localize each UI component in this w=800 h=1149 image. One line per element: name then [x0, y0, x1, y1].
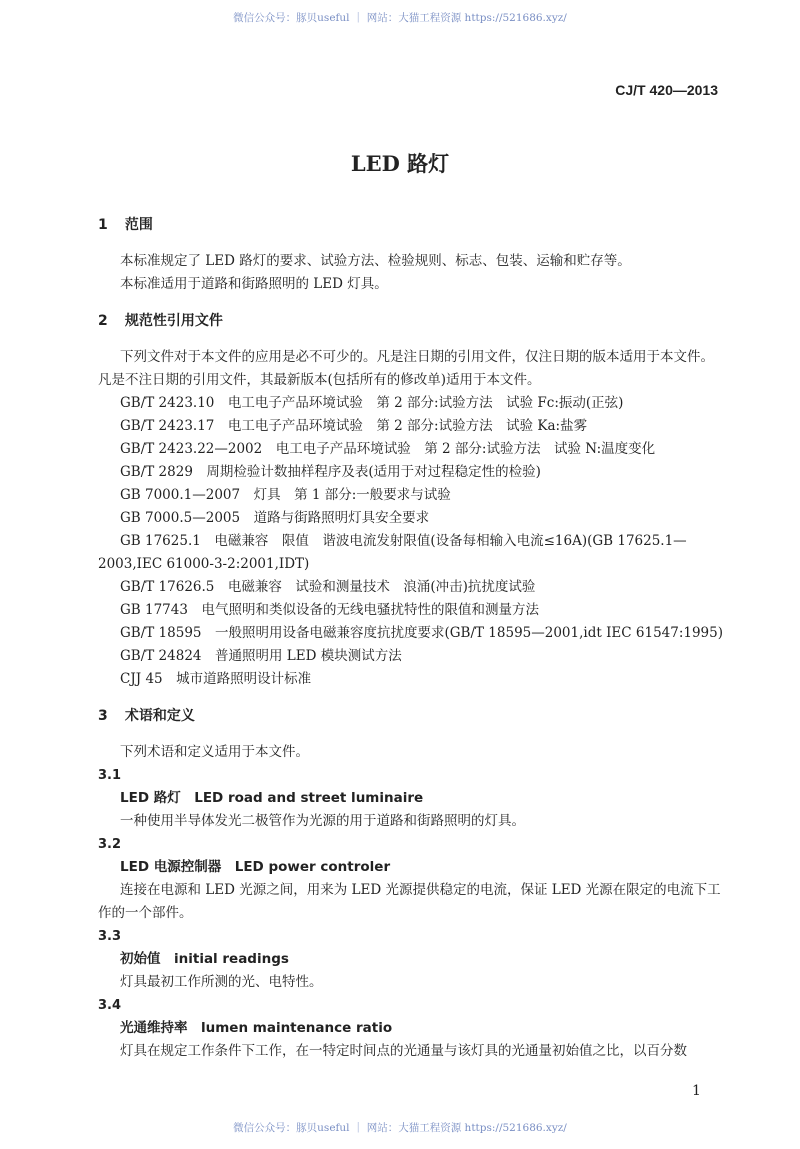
term-number: 3.4 [98, 998, 122, 1013]
section-title: 术语和定义 [124, 708, 195, 724]
reference-item: GB/T 2423.22—2002 电工电子产品环境试验 第 2 部分:试验方法 试验 N:温度变化 [120, 441, 656, 457]
section-number: 2 [98, 313, 108, 329]
section-number: 3 [98, 708, 108, 724]
paragraph: 本标准规定了 LED 路灯的要求、试验方法、检验规则、标志、包装、运输和贮存等。 [120, 253, 631, 269]
reference-item: GB/T 24824 普通照明用 LED 模块测试方法 [120, 648, 402, 664]
watermark-bottom: 微信公众号：豚贝useful ｜ 网站：大猫工程资源 https://521686.xyz/ [233, 1122, 567, 1134]
term-definition: 灯具最初工作所测的光、电特性。 [120, 974, 323, 990]
reference-item: GB/T 17626.5 电磁兼容 试验和测量技术 浪涌(冲击)抗扰度试验 [120, 579, 536, 595]
term-title: 初始值 initial readings [120, 951, 289, 967]
reference-item: GB/T 2423.17 电工电子产品环境试验 第 2 部分:试验方法 试验 Ka:盐雾 [120, 418, 588, 434]
term-definition: 连接在电源和 LED 光源之间，用来为 LED 光源提供稳定的电流，保证 LED 光源在限定的电流下工作的一个部件。 [98, 882, 721, 921]
page-title: LED 路灯 [350, 151, 450, 176]
reference-item: GB 7000.5—2005 道路与街路照明灯具安全要求 [120, 510, 430, 526]
paragraph: 下列文件对于本文件的应用是必不可少的。凡是注日期的引用文件，仅注日期的版本适用于本文件。凡是不注日期的引用文件，其最新版本(包括所有的修改单)适用于本文件。 [98, 349, 714, 388]
section-heading [98, 705, 723, 727]
reference-item: GB 17625.1 电磁兼容 限值 谐波电流发射限值(设备每相输入电流≤16A)(GB 17625.1—2003,IEC 61000-3-2:2001,IDT) [98, 533, 687, 572]
term-title: 光通维持率 lumen maintenance ratio [120, 1020, 393, 1036]
reference-item: GB 7000.1—2007 灯具 第 1 部分:一般要求与试验 [120, 487, 451, 503]
paragraph: 本标准适用于道路和街路照明的 LED 灯具。 [120, 276, 388, 292]
section-title: 范围 [124, 217, 153, 233]
section-heading [98, 310, 723, 332]
reference-item: GB/T 2829 周期检验计数抽样程序及表(适用于对过程稳定性的检验) [120, 464, 541, 480]
paragraph: 下列术语和定义适用于本文件。 [120, 744, 309, 760]
term-title: LED 电源控制器 LED power controler [120, 859, 391, 875]
term-definition: 一种使用半导体发光二极管作为光源的用于道路和街路照明的灯具。 [120, 813, 525, 829]
section-number: 1 [98, 217, 108, 233]
reference-item: GB 17743 电气照明和类似设备的无线电骚扰特性的限值和测量方法 [120, 602, 539, 618]
watermark-top: 微信公众号：豚贝useful ｜ 网站：大猫工程资源 https://521686.xyz/ [233, 12, 567, 24]
page-number: 1 [692, 1083, 701, 1099]
document-body [98, 214, 723, 1063]
term-definition: 灯具在规定工作条件下工作，在一特定时间点的光通量与该灯具的光通量初始值之比，以百分数 [120, 1043, 687, 1059]
term-number: 3.1 [98, 768, 122, 783]
section-title: 规范性引用文件 [124, 313, 223, 329]
term-number: 3.3 [98, 929, 122, 944]
section-heading [98, 214, 723, 236]
term-number: 3.2 [98, 837, 122, 852]
reference-item: GB/T 2423.10 电工电子产品环境试验 第 2 部分:试验方法 试验 Fc:振动(正弦) [120, 395, 624, 411]
reference-item: GB/T 18595 一般照明用设备电磁兼容度抗扰度要求(GB/T 18595—2001,idt IEC 61547:1995) [120, 625, 724, 641]
reference-item: CJJ 45 城市道路照明设计标准 [120, 671, 312, 687]
term-title: LED 路灯 LED road and street luminaire [120, 790, 424, 806]
standard-number: CJ/T 420—2013 [615, 82, 718, 98]
